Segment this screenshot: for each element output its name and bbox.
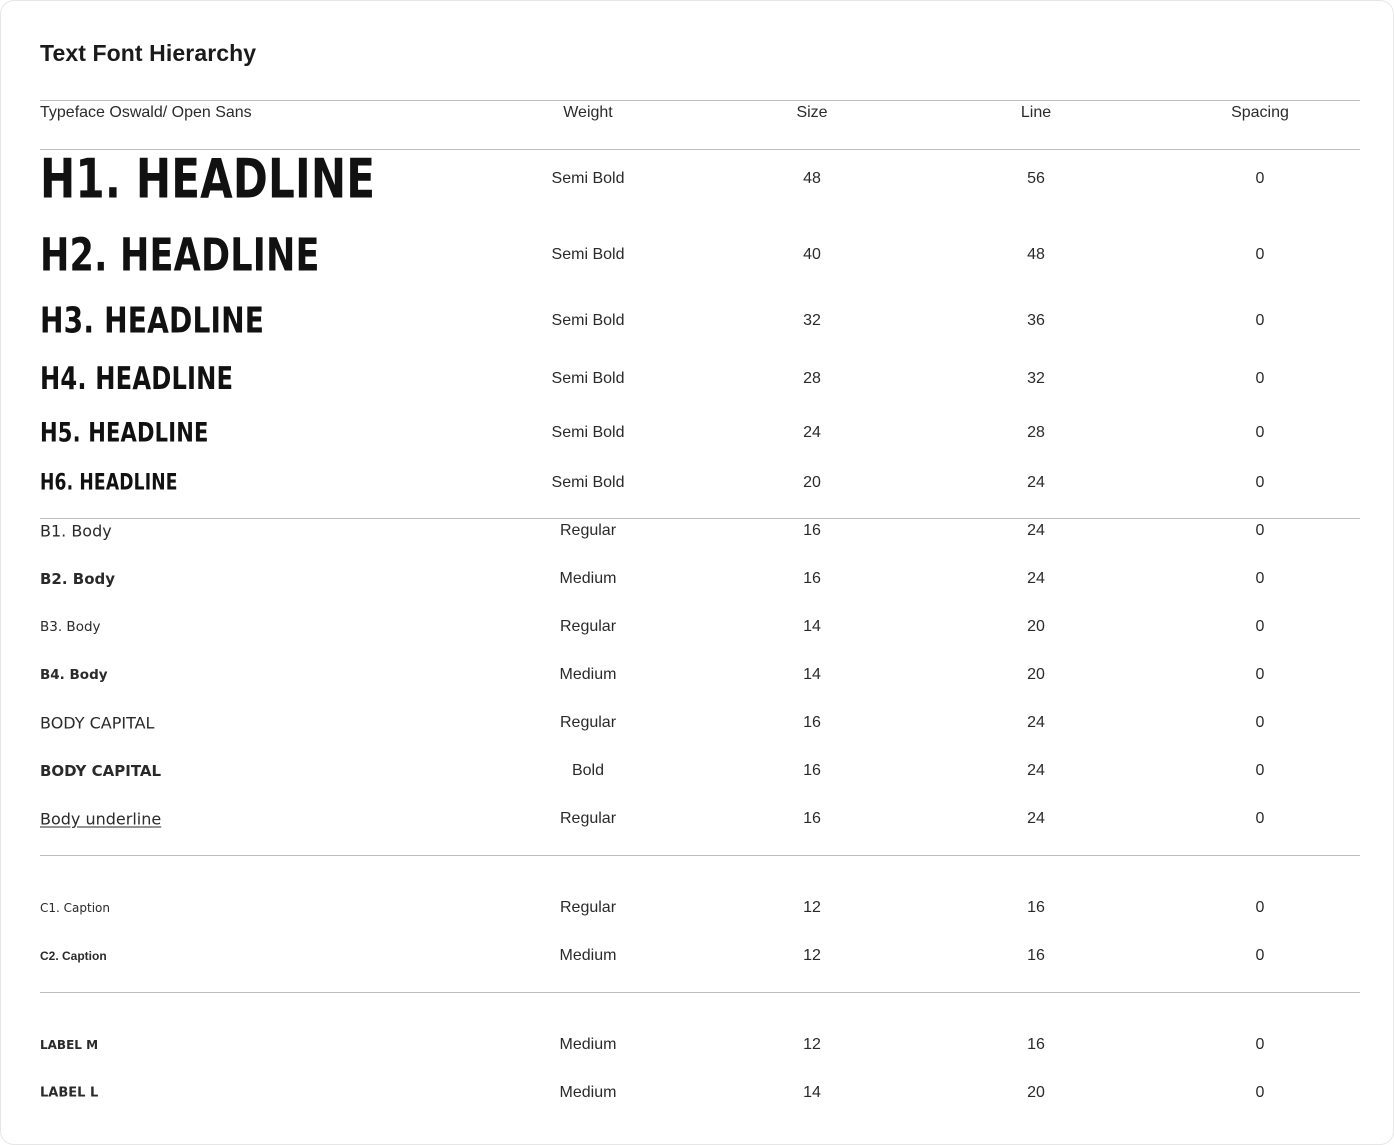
line-value: 20: [1027, 618, 1045, 635]
line-value: 20: [1027, 1084, 1045, 1101]
spacing-value: 0: [1255, 570, 1265, 587]
size-value: 16: [803, 762, 821, 779]
style-sample-h1: H1. HEADLINE: [40, 147, 376, 211]
line-value: 24: [1027, 714, 1045, 731]
column-header-weight: Weight: [563, 104, 613, 121]
style-sample-b4: B4. Body: [40, 667, 108, 683]
style-sample-body-underline: Body underline: [40, 809, 162, 829]
line-value: 24: [1027, 522, 1045, 539]
spacing-value: 0: [1255, 947, 1265, 964]
weight-value: Medium: [559, 1036, 617, 1053]
weight-value: Regular: [559, 810, 617, 827]
line-value: 16: [1027, 899, 1045, 916]
spacing-value: 0: [1255, 714, 1265, 731]
line-value: 56: [1027, 170, 1045, 187]
style-sample-c1: C1. Caption: [40, 901, 110, 915]
weight-value: Regular: [559, 714, 617, 731]
size-value: 14: [803, 618, 821, 635]
line-value: 24: [1027, 810, 1045, 827]
line-value: 24: [1027, 762, 1045, 779]
weight-value: Semi Bold: [551, 370, 625, 387]
weight-value: Semi Bold: [551, 474, 625, 491]
line-value: 28: [1027, 424, 1045, 441]
weight-value: Medium: [559, 666, 617, 683]
spacing-value: 0: [1255, 170, 1265, 187]
style-sample-h3: H3. HEADLINE: [40, 300, 265, 342]
weight-value: Regular: [559, 618, 617, 635]
line-value: 24: [1027, 570, 1045, 587]
line-value: 36: [1027, 312, 1045, 329]
style-sample-b3: B3. Body: [40, 619, 101, 635]
spacing-value: 0: [1255, 618, 1265, 635]
line-value: 48: [1027, 246, 1045, 263]
weight-value: Regular: [559, 522, 617, 539]
page-title: Text Font Hierarchy: [40, 40, 257, 66]
weight-value: Regular: [559, 899, 617, 916]
line-value: 16: [1027, 1036, 1045, 1053]
spacing-value: 0: [1255, 474, 1265, 491]
line-value: 16: [1027, 947, 1045, 964]
style-sample-body-capital-bold: BODY CAPITAL: [40, 762, 162, 780]
size-value: 14: [803, 1084, 821, 1101]
line-value: 32: [1027, 370, 1045, 387]
column-header-spacing: Spacing: [1231, 104, 1289, 121]
size-value: 12: [803, 1036, 821, 1053]
spacing-value: 0: [1255, 522, 1265, 539]
weight-value: Semi Bold: [551, 312, 625, 329]
weight-value: Semi Bold: [551, 424, 625, 441]
weight-value: Medium: [559, 947, 617, 964]
weight-value: Semi Bold: [551, 246, 625, 263]
size-value: 12: [803, 899, 821, 916]
spacing-value: 0: [1255, 246, 1265, 263]
column-header-typeface: Typeface Oswald/ Open Sans: [40, 104, 252, 121]
weight-value: Medium: [559, 1084, 617, 1101]
section-divider: [40, 992, 1360, 993]
size-value: 16: [803, 714, 821, 731]
size-value: 48: [803, 170, 821, 187]
spacing-value: 0: [1255, 312, 1265, 329]
style-sample-b2: B2. Body: [40, 570, 116, 588]
size-value: 12: [803, 947, 821, 964]
size-value: 40: [803, 246, 821, 263]
header-top-divider: [40, 100, 1360, 101]
style-sample-h5: H5. HEADLINE: [40, 417, 209, 449]
style-sample-b1: B1. Body: [40, 521, 112, 541]
size-value: 16: [803, 522, 821, 539]
style-sample-h6: H6. HEADLINE: [40, 470, 178, 496]
size-value: 16: [803, 570, 821, 587]
size-value: 32: [803, 312, 821, 329]
weight-value: Medium: [559, 570, 617, 587]
weight-value: Semi Bold: [551, 170, 625, 187]
style-sample-label-l: LABEL L: [40, 1085, 99, 1101]
style-sample-c2: C2. Caption: [40, 949, 107, 963]
style-sample-h2: H2. HEADLINE: [40, 228, 320, 282]
size-value: 28: [803, 370, 821, 387]
spacing-value: 0: [1255, 762, 1265, 779]
section-divider: [40, 855, 1360, 856]
size-value: 20: [803, 474, 821, 491]
spacing-value: 0: [1255, 1036, 1265, 1053]
style-sample-label-m: LABEL M: [40, 1038, 99, 1052]
style-sample-body-capital: BODY CAPITAL: [40, 713, 155, 733]
size-value: 14: [803, 666, 821, 683]
size-value: 24: [803, 424, 821, 441]
spacing-value: 0: [1255, 666, 1265, 683]
section-divider: [40, 518, 1360, 519]
spacing-value: 0: [1255, 899, 1265, 916]
line-value: 24: [1027, 474, 1045, 491]
size-value: 16: [803, 810, 821, 827]
style-sample-h4: H4. HEADLINE: [40, 361, 234, 397]
spacing-value: 0: [1255, 810, 1265, 827]
spacing-value: 0: [1255, 424, 1265, 441]
column-header-size: Size: [796, 104, 828, 121]
spacing-value: 0: [1255, 1084, 1265, 1101]
spacing-value: 0: [1255, 370, 1265, 387]
column-header-line: Line: [1020, 104, 1052, 121]
weight-value: Bold: [571, 762, 605, 779]
line-value: 20: [1027, 666, 1045, 683]
